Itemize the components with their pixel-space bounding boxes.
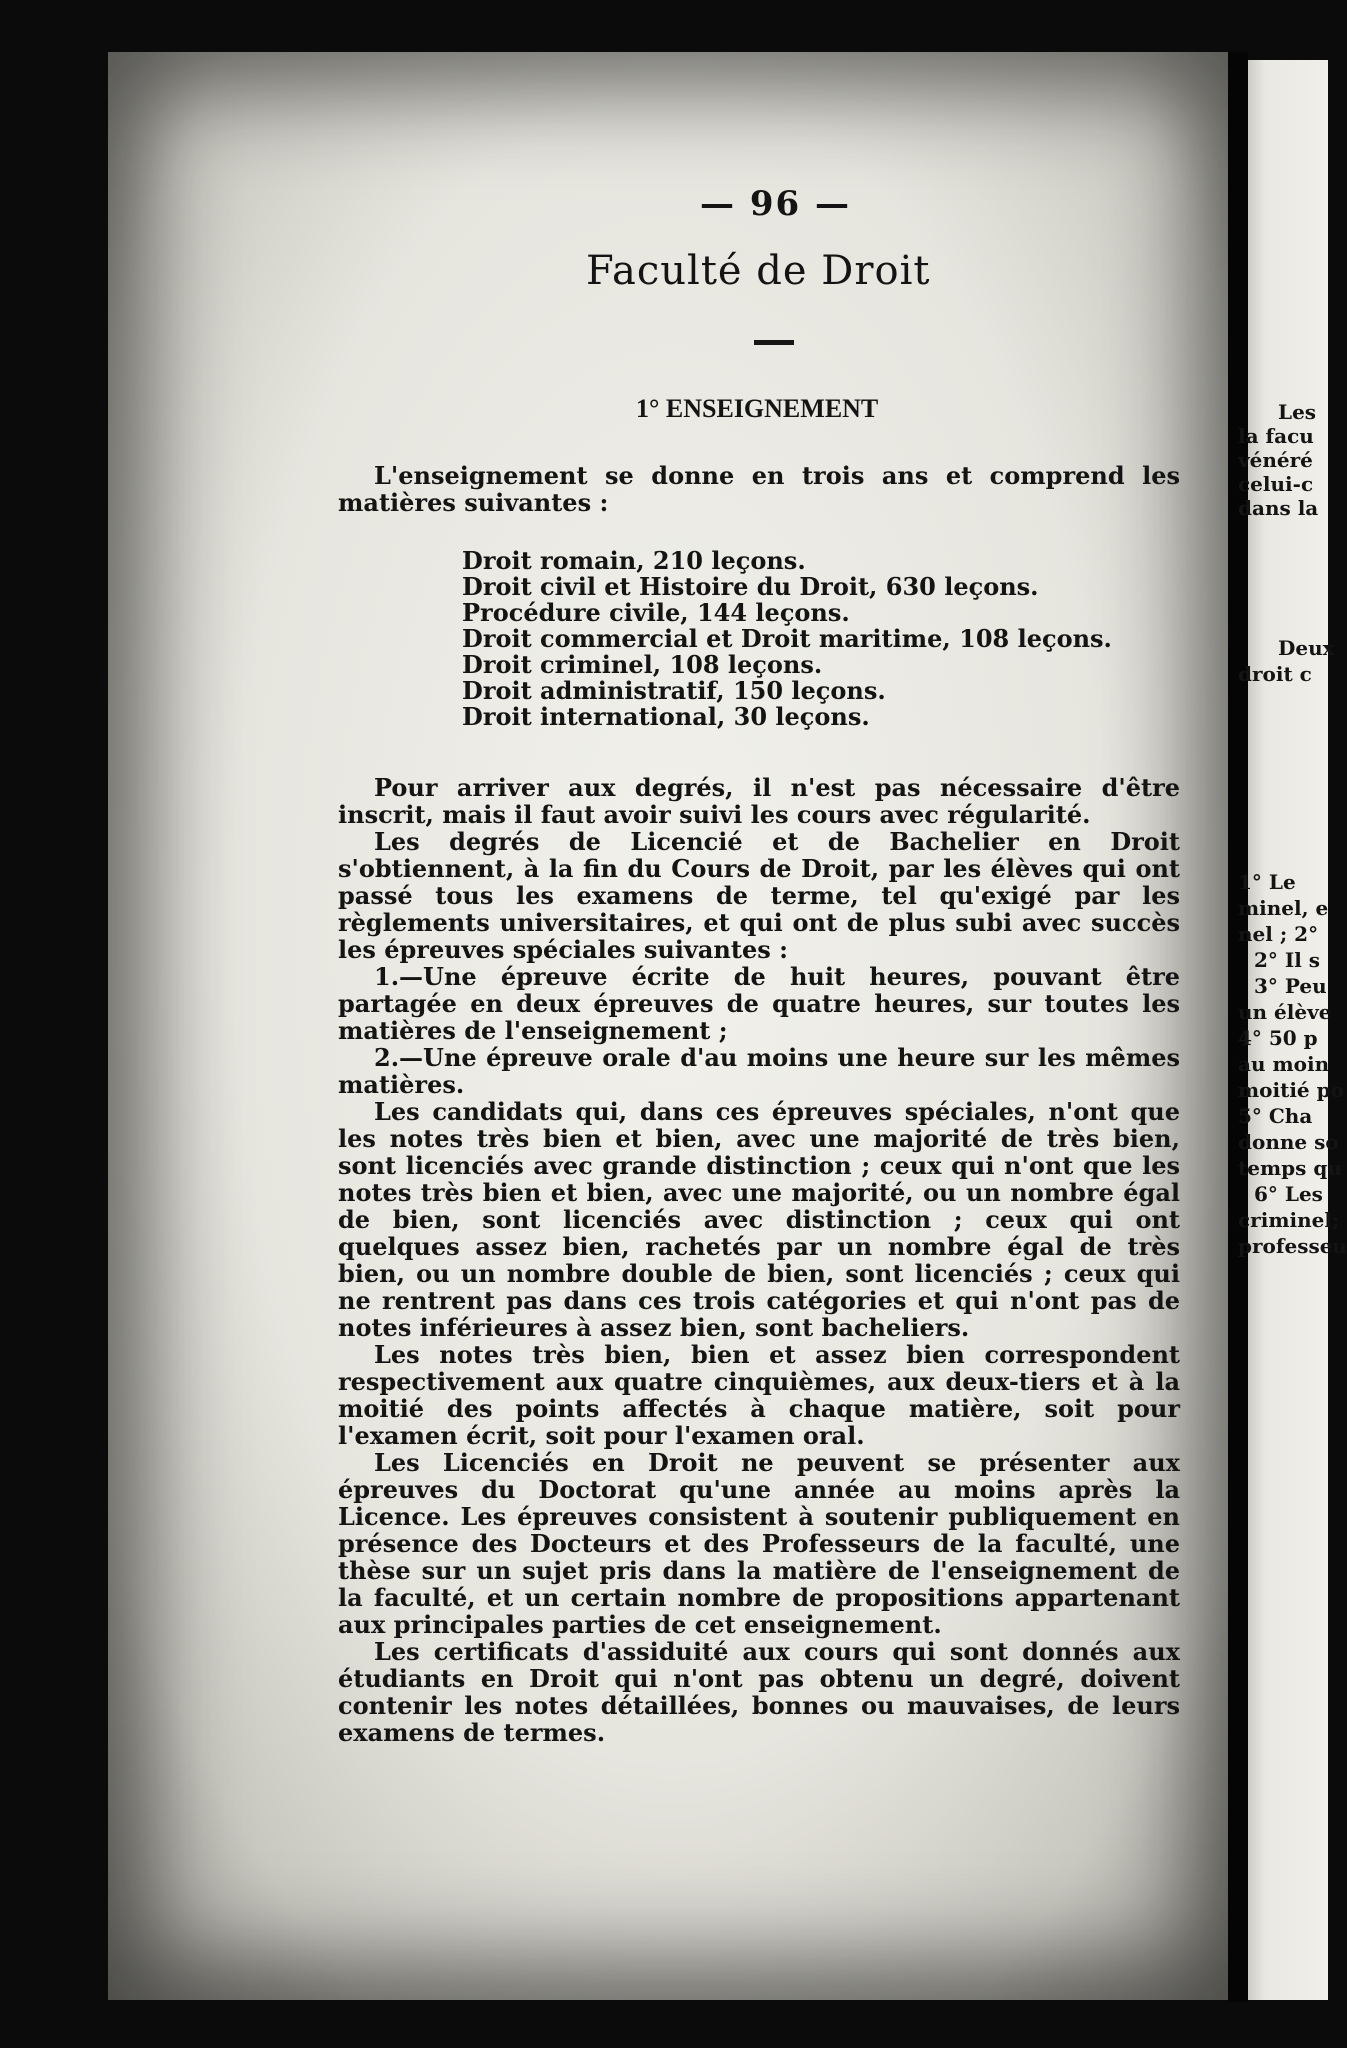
adjacent-page-line: 5° Cha bbox=[1238, 1104, 1313, 1128]
adjacent-page-line: au moin bbox=[1238, 1052, 1330, 1076]
paragraph: Pour arriver aux degrés, il n'est pas nécessaire d'être inscrit, mais il faut avoir suivi les cours avec régularité. bbox=[338, 773, 1180, 829]
list-item: Droit international, 30 leçons. bbox=[462, 702, 870, 731]
section-heading: 1° ENSEIGNEMENT bbox=[636, 394, 879, 423]
intro-text: L'enseignement se donne en trois ans et comprend les matières suivantes : bbox=[338, 461, 1180, 517]
adjacent-page-text bbox=[1238, 400, 1347, 1280]
paragraph: Les candidats qui, dans ces épreuves spéciales, n'ont que les notes très bien et bien, avec une majorité de très bien, sont licenciés avec grande distinction ; ceux qui n'ont que les notes très bien et bien, avec une majorité, ou un nombre égal de bien, sont licenciés avec distinction ; ceux qui ont quelques assez bien, rachetés par un nombre égal de très bien, ou un nombre double de bien, sont licenciés ; ceux qui ne rentrent pas dans ces trois catégories et qui n'ont pas de notes inférieures à assez bien, sont bacheliers. bbox=[338, 1097, 1180, 1342]
paragraph: Les Licenciés en Droit ne peuvent se présenter aux épreuves du Doctorat qu'une année au moins après la Licence. Les épreuves consistent à soutenir publiquement en présence des Docteurs et des Professeurs de la faculté, une thèse sur un sujet pris dans la matière de l'enseignement de la faculté, et un certain nombre de propositions appartenant aux principales parties de cet enseignement. bbox=[338, 1448, 1180, 1639]
adjacent-page-line: la facu bbox=[1238, 424, 1314, 448]
paragraph: Les degrés de Licencié et de Bachelier en Droit s'obtiennent, à la fin du Cours de Droit, par les élèves qui ont passé tous les examens de terme, tel qu'exigé par les règlements universitaires, et qui ont de plus subi avec succès les épreuves spéciales suivantes : bbox=[338, 827, 1180, 964]
paragraph: Les notes très bien, bien et assez bien correspondent respectivement aux quatre cinquièmes, aux deux-tiers et à la moitié des points affectés à chaque matière, soit pour l'examen écrit, soit pour l'examen oral. bbox=[338, 1340, 1180, 1450]
adjacent-page-line: professeu bbox=[1238, 1234, 1347, 1258]
list-item: Droit commercial et Droit maritime, 108 leçons. bbox=[462, 624, 1112, 653]
adjacent-page-line: 6° Les bbox=[1254, 1182, 1323, 1206]
adjacent-page-line: dans la bbox=[1238, 496, 1319, 520]
page-title: Faculté de Droit bbox=[586, 248, 931, 294]
list-item: Droit romain, 210 leçons. bbox=[462, 546, 806, 575]
list-item: Procédure civile, 144 leçons. bbox=[462, 598, 850, 627]
list-item: Droit administratif, 150 leçons. bbox=[462, 676, 886, 705]
paragraph: 1.—Une épreuve écrite de huit heures, pouvant être partagée en deux épreuves de quatre heures, sur toutes les matières de l'enseignement ; bbox=[338, 962, 1180, 1045]
main-text bbox=[338, 774, 1180, 1746]
adjacent-page-line: 4° 50 p bbox=[1238, 1026, 1318, 1050]
page-number: — 96 — bbox=[700, 184, 851, 224]
paragraph: Les certificats d'assiduité aux cours qui sont donnés aux étudiants en Droit qui n'ont pas obtenu un degré, doivent contenir les notes détaillées, bonnes ou mauvaises, de leurs examens de termes. bbox=[338, 1637, 1180, 1747]
adjacent-page-line: 1° Le bbox=[1238, 870, 1296, 894]
adjacent-page-line: 3° Peu bbox=[1254, 974, 1327, 998]
title-rule bbox=[754, 340, 794, 345]
adjacent-page-line: nel ; 2° bbox=[1238, 922, 1319, 946]
list-item: Droit criminel, 108 leçons. bbox=[462, 650, 823, 679]
adjacent-page-line: droit c bbox=[1238, 662, 1312, 686]
adjacent-page-line: minel, e bbox=[1238, 896, 1329, 920]
adjacent-page-line: vénéré bbox=[1238, 448, 1313, 472]
adjacent-page-line: celui-c bbox=[1238, 472, 1314, 496]
subject-list bbox=[462, 548, 1112, 730]
adjacent-page-line: un élève bbox=[1238, 1000, 1332, 1024]
adjacent-page-line: 2° Il s bbox=[1254, 948, 1321, 972]
intro-paragraph bbox=[338, 462, 1180, 516]
paragraph: 2.—Une épreuve orale d'au moins une heure sur les mêmes matières. bbox=[338, 1043, 1180, 1099]
adjacent-page-line: criminel; bbox=[1238, 1208, 1340, 1232]
adjacent-page-line: temps qu bbox=[1238, 1156, 1342, 1180]
adjacent-page-line: Les bbox=[1278, 400, 1317, 424]
adjacent-page-line: moitié po bbox=[1238, 1078, 1344, 1102]
adjacent-page-line: Deux bbox=[1278, 636, 1335, 660]
adjacent-page-line: donne so bbox=[1238, 1130, 1339, 1154]
list-item: Droit civil et Histoire du Droit, 630 leçons. bbox=[462, 572, 1039, 601]
